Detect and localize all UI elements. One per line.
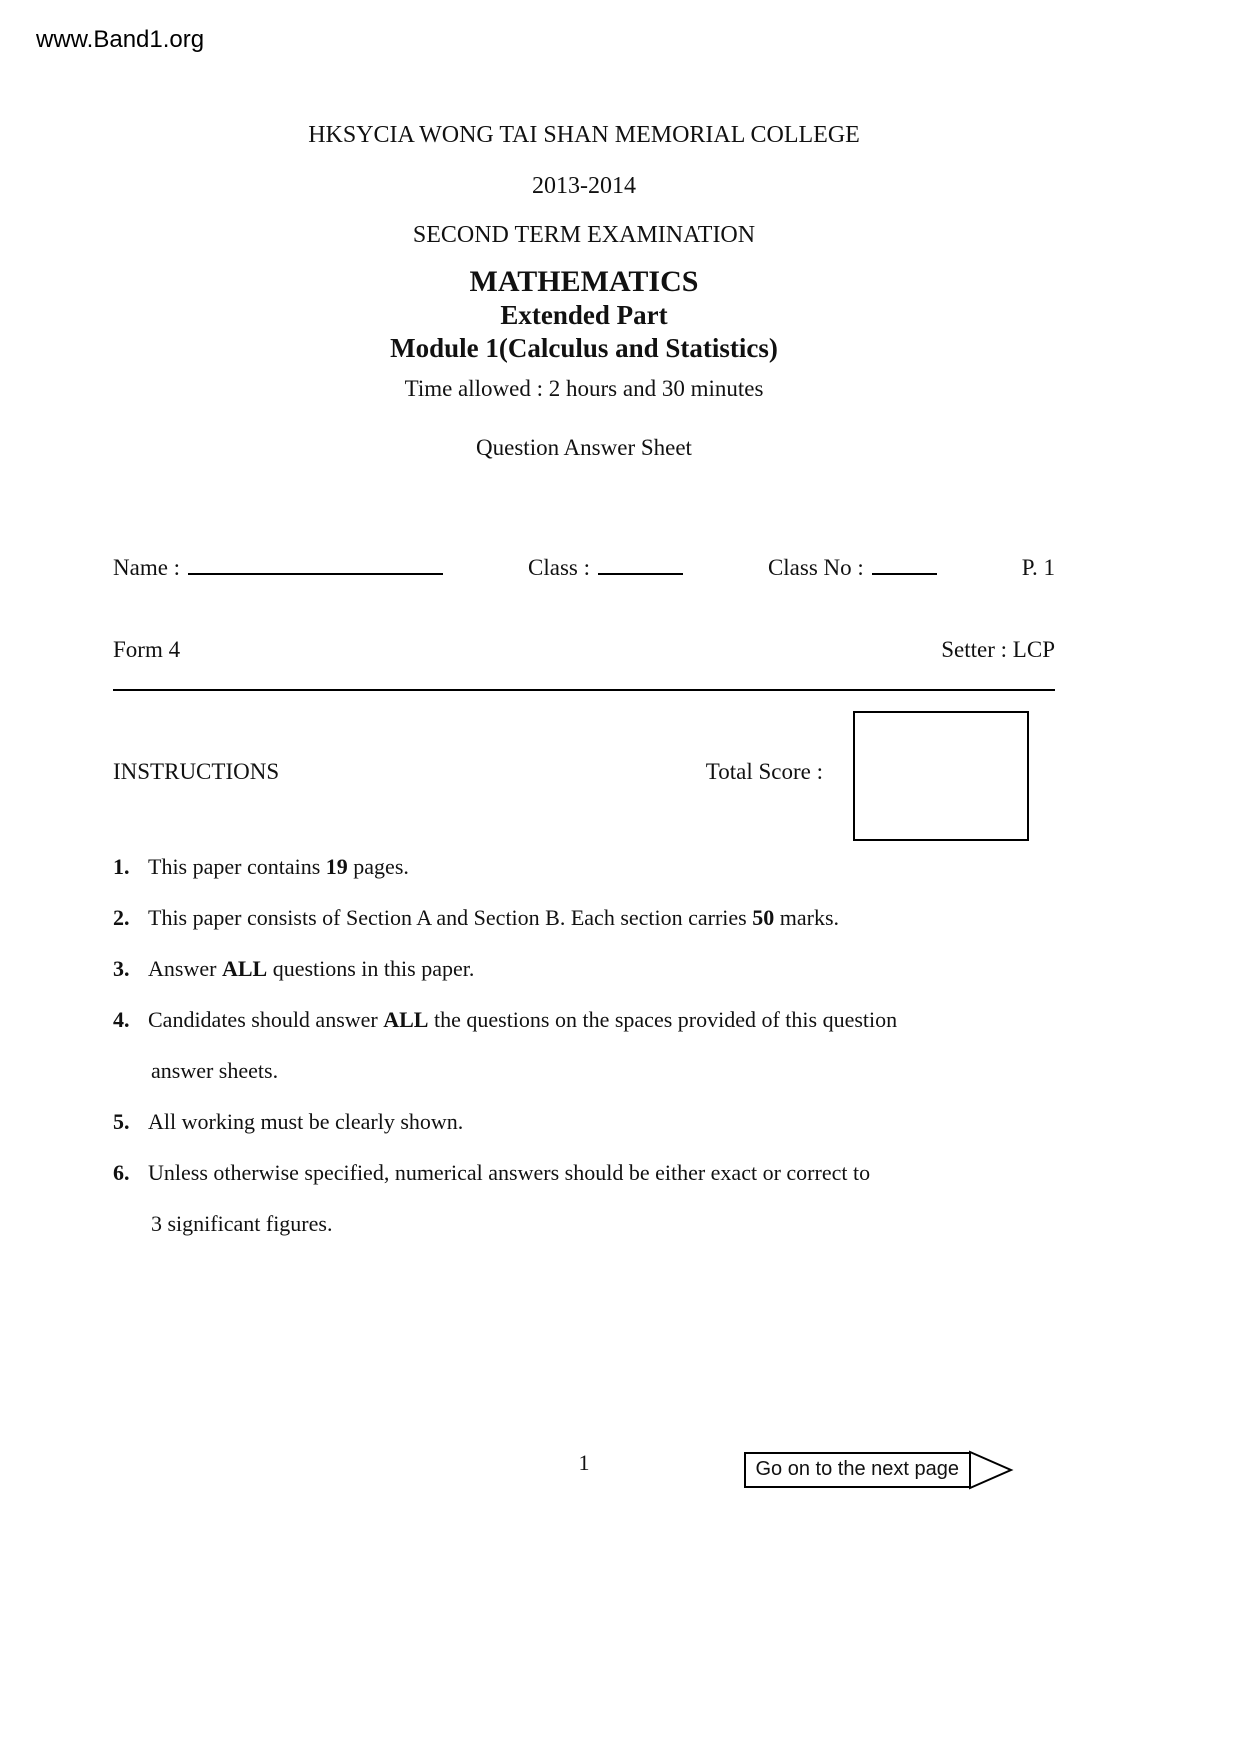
class-blank-line (598, 551, 683, 575)
instruction-item (113, 955, 1055, 982)
setter-label: Setter : LCP (941, 637, 1055, 663)
page-ref: P. 1 (1021, 555, 1055, 581)
instruction-text: This paper contains 19 pages. (148, 854, 409, 880)
instruction-number: 3. (113, 956, 130, 982)
school-year: 2013-2014 (532, 173, 636, 199)
total-score-label: Total Score : (705, 759, 823, 785)
instruction-number: 2. (113, 905, 130, 931)
site-watermark: www.Band1.org (36, 26, 205, 53)
instruction-item (113, 853, 1055, 880)
instruction-number: 6. (113, 1160, 130, 1186)
next-page-label: Go on to the next page (744, 1452, 972, 1488)
subject-title: MATHEMATICS (469, 265, 699, 298)
document-page (113, 0, 1055, 1261)
module-title: Module 1(Calculus and Statistics) (390, 333, 778, 363)
subject-part: Extended Part (500, 300, 668, 330)
instructions-heading: INSTRUCTIONS (113, 759, 280, 785)
instruction-text: Answer ALL questions in this paper. (148, 956, 475, 982)
horizontal-divider (113, 689, 1055, 691)
class-no-label: Class No : (767, 555, 864, 581)
instruction-text: This paper consists of Section A and Section B. Each section carries 50 marks. (148, 905, 840, 931)
instruction-number: 1. (113, 854, 130, 880)
instruction-item (113, 1006, 1055, 1084)
page-footer (113, 1444, 1055, 1500)
instruction-item (113, 904, 1055, 931)
form-row (113, 637, 1055, 663)
instruction-item (113, 1159, 1055, 1237)
student-info-row (113, 551, 1055, 581)
class-label: Class : (528, 555, 590, 581)
instruction-text: Unless otherwise specified, numerical answers should be either exact or correct to 3 significant figures. (148, 1160, 871, 1237)
instruction-text: Candidates should answer ALL the questions on the spaces provided of this question answer sheets. (148, 1007, 898, 1084)
sheet-title: Question Answer Sheet (476, 435, 692, 460)
instructions-row (113, 711, 1055, 841)
school-name: HKSYCIA WONG TAI SHAN MEMORIAL COLLEGE (308, 122, 860, 148)
instruction-item (113, 1108, 1055, 1135)
page-number: 1 (578, 1450, 590, 1475)
right-arrow-icon (969, 1444, 1015, 1496)
exam-title: SECOND TERM EXAMINATION (412, 222, 756, 248)
instructions-list (113, 853, 1055, 1237)
instruction-text: All working must be clearly shown. (148, 1109, 464, 1135)
time-allowed: Time allowed : 2 hours and 30 minutes (404, 376, 764, 401)
exam-header (113, 122, 1055, 461)
next-page-indicator (744, 1444, 1016, 1496)
name-label: Name : (113, 555, 181, 581)
form-label: Form 4 (113, 637, 181, 663)
instruction-number: 4. (113, 1007, 130, 1033)
total-score-box (853, 711, 1029, 841)
name-blank-line (188, 551, 443, 575)
class-no-blank-line (872, 551, 937, 575)
instruction-number: 5. (113, 1109, 130, 1135)
